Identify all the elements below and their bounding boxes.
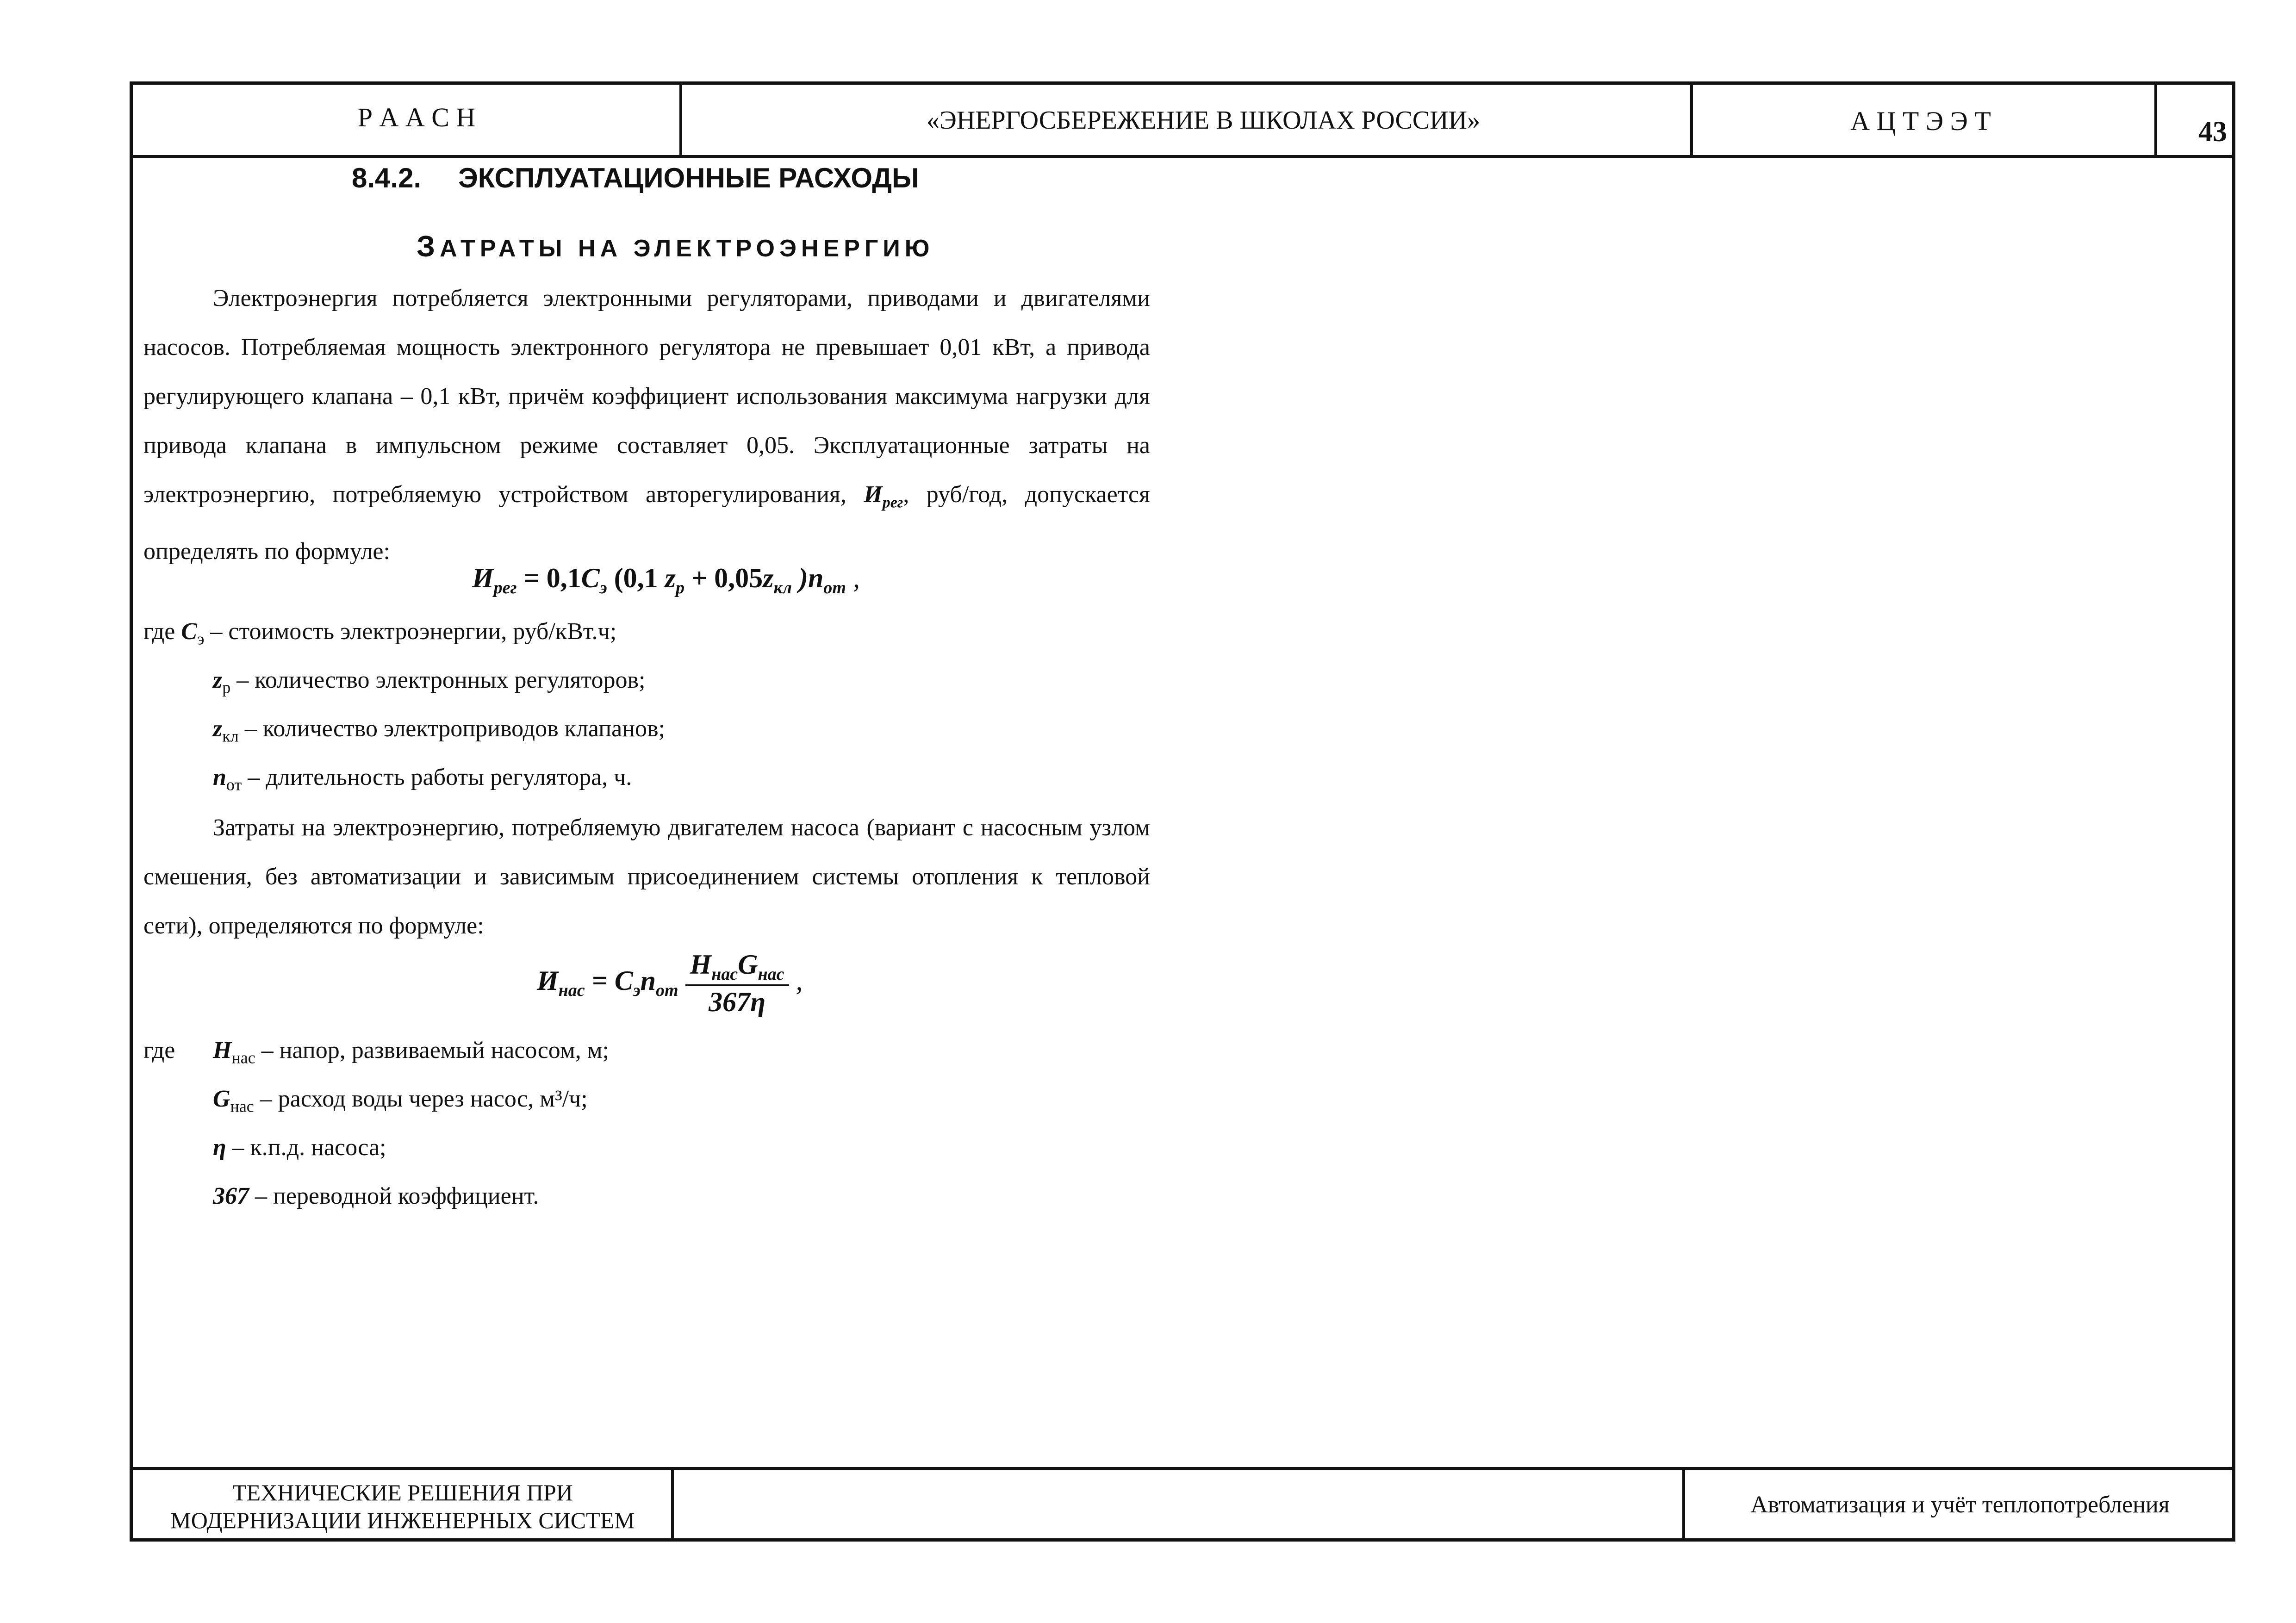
section-title: ЭКСПЛУАТАЦИОННЫЕ РАСХОДЫ	[458, 162, 919, 193]
def5-text: – напор, развиваемый насосом, м;	[255, 1037, 610, 1063]
def2-sub: р	[222, 678, 231, 697]
def5-prefix: где	[143, 1037, 175, 1063]
def2-text: – количество электронных регуляторов;	[230, 667, 646, 693]
section-number: 8.4.2.	[352, 162, 422, 193]
formula-pump-cost	[537, 949, 803, 1018]
def6-text: – расход воды через насос, м³/ч;	[254, 1086, 588, 1112]
definition-eta	[213, 1134, 386, 1161]
section-heading	[352, 162, 919, 194]
header-divider	[130, 155, 2235, 158]
subheading-text: АТРАТЫ НА ЭЛЕКТРОЭНЕРГИЮ	[440, 235, 934, 262]
paragraph-1-symbol-sub: рег	[882, 494, 903, 511]
f2-lhs: И	[537, 965, 559, 996]
f1-n-sub: от	[823, 578, 846, 597]
definition-hnas-prefix	[143, 1037, 175, 1064]
page-number: 43	[2198, 116, 2227, 148]
footer-left	[134, 1479, 671, 1534]
def3-sym: z	[213, 715, 223, 742]
def3-sub: кл	[222, 727, 239, 746]
definition-367	[213, 1182, 539, 1210]
f1-comma: ,	[846, 563, 860, 593]
paragraph-1-text: Электроэнергия потребляется электронными регуляторами, приводами и двигателями насосов. Потребляемая мощность электронного регулятора не превышает 0,01 кВт, а привода регулирующего клапана – 0,1 кВт, причём коэффициент использования максимума нагрузки для привода клапана в импульсном режиме составляет 0,05. Эксплуатационные затраты на электроэнергию, потребляемую устройством авторегулирования,	[143, 285, 1150, 508]
def8-sym: 367	[213, 1183, 249, 1209]
header-org: Р А А С Н	[357, 102, 476, 132]
f1-plus: + 0,05	[684, 563, 763, 593]
f2-comma: ,	[789, 965, 803, 996]
paragraph-2	[143, 803, 1150, 951]
f1-z2-sub: кл	[773, 578, 792, 597]
paragraph-1-symbol: И	[864, 481, 883, 508]
f2-lhs-sub: нас	[558, 980, 585, 1000]
def5-sub: нас	[231, 1048, 255, 1067]
def3-text: – количество электроприводов клапанов;	[238, 715, 666, 742]
def2-sym: z	[213, 667, 223, 693]
f1-close: )	[792, 563, 809, 593]
paragraph-2-text: Затраты на электроэнергию, потребляемую двигателем насоса (вариант с насосным узлом смешения, без автоматизации и зависимым присоединением системы отопления к тепловой сети), определяются по формуле:	[143, 815, 1150, 939]
definition-ce	[143, 618, 616, 648]
def8-text: – переводной коэффициент.	[249, 1183, 539, 1209]
def6-sub: нас	[230, 1097, 254, 1116]
def4-sym: n	[213, 764, 226, 790]
def1-sub: э	[197, 629, 205, 648]
def4-sub: от	[226, 775, 242, 794]
paragraph-1-tail: , руб/год, допускается определять по формуле:	[143, 481, 1151, 565]
def7-sym: η	[213, 1134, 226, 1161]
definition-zkl	[213, 715, 665, 746]
f1-z: z	[658, 563, 676, 593]
header-agency: А Ц Т Э Э Т	[1850, 106, 1991, 136]
f1-n: n	[808, 563, 824, 593]
header-separator-2	[1690, 81, 1693, 158]
header-separator-1	[679, 81, 682, 158]
formula-regulator-cost	[472, 562, 860, 598]
definition-not	[213, 764, 632, 794]
f2-den: 367η	[709, 987, 766, 1017]
f1-c: C	[581, 563, 600, 593]
f2-num-h: H	[690, 949, 712, 980]
def4-text: – длительность работы регулятора, ч.	[242, 764, 632, 790]
def1-text: – стоимость электроэнергии, руб/кВт.ч;	[204, 618, 617, 645]
f1-open: (0,1	[607, 563, 658, 593]
f2-c-sub: э	[633, 980, 641, 1000]
paragraph-1	[143, 274, 1150, 576]
definition-zr	[213, 666, 645, 697]
def1-prefix: где	[143, 618, 181, 645]
def7-text: – к.п.д. насоса;	[226, 1134, 386, 1161]
f2-n-sub: от	[656, 980, 678, 1000]
f2-eq: = C	[585, 965, 633, 996]
f1-c-sub: э	[599, 578, 607, 597]
header-title: «ЭНЕРГОСБЕРЕЖЕНИЕ В ШКОЛАХ РОССИИ»	[926, 106, 1481, 135]
footer-divider	[130, 1467, 2235, 1470]
f2-num-h-sub: нас	[711, 964, 738, 984]
def5-sym: H	[213, 1037, 232, 1063]
subheading	[417, 229, 934, 263]
def1-sym: C	[181, 618, 197, 645]
f2-num-g: G	[738, 949, 758, 980]
f2-fraction	[685, 949, 789, 1018]
definition-gnas	[213, 1085, 588, 1116]
f1-lhs-sub: рег	[493, 578, 517, 597]
f1-z2: z	[763, 563, 774, 593]
f2-n: n	[640, 965, 656, 996]
footer-right: Автоматизация и учёт теплопотребления	[1750, 1492, 2170, 1518]
f1-eq: = 0,1	[516, 563, 581, 593]
header-separator-3	[2154, 81, 2157, 158]
def6-sym: G	[213, 1086, 230, 1112]
footer-separator-2	[1682, 1467, 1685, 1542]
subheading-initial: З	[417, 230, 440, 263]
footer-left-line-1: ТЕХНИЧЕСКИЕ РЕШЕНИЯ ПРИ	[232, 1480, 573, 1505]
footer-left-line-2: МОДЕРНИЗАЦИИ ИНЖЕНЕРНЫХ СИСТЕМ	[170, 1507, 635, 1533]
footer-separator-1	[671, 1467, 674, 1542]
f1-z-sub: р	[675, 578, 684, 597]
f2-num-g-sub: нас	[758, 964, 784, 984]
f1-lhs: И	[472, 563, 494, 593]
definition-hnas	[213, 1037, 609, 1067]
